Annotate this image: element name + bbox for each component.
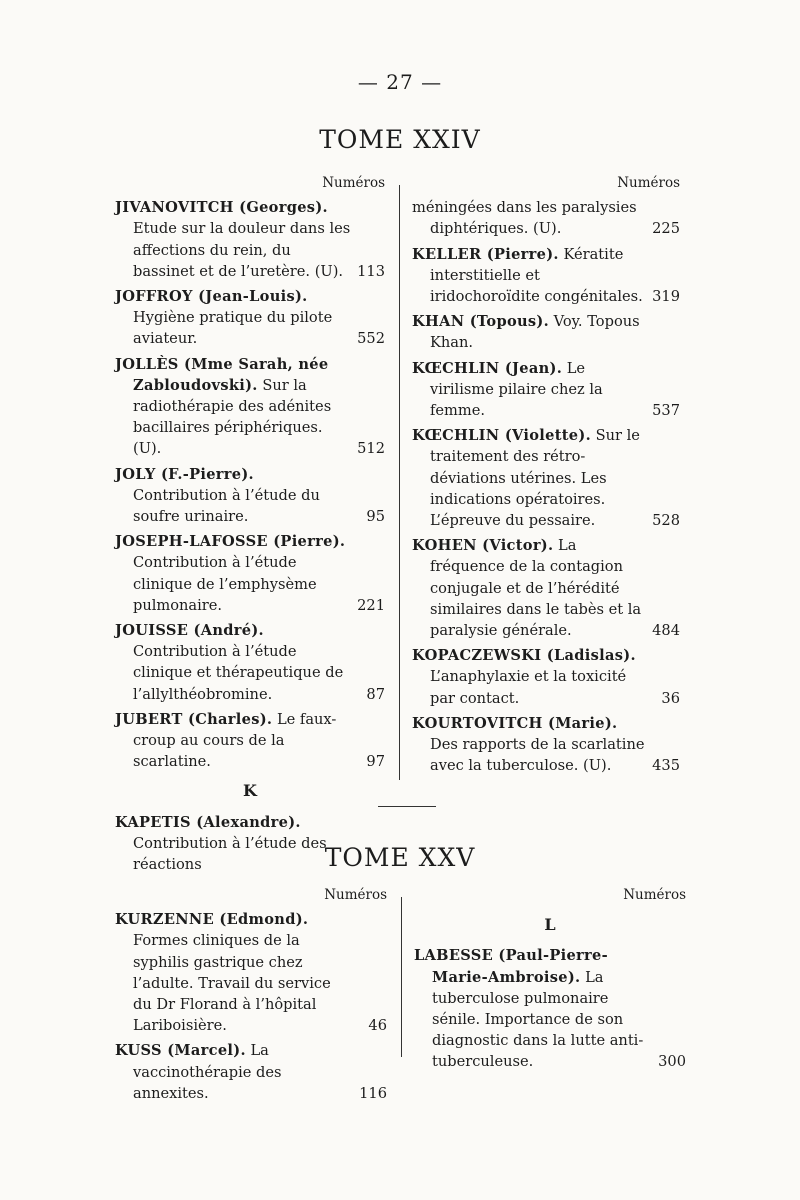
index-entry	[412, 197, 680, 239]
entry-title: Sur la radiothérapie des adénites bacillaires périphériques. (U).	[133, 376, 332, 458]
index-entry	[115, 909, 387, 1036]
entry-number: 95	[366, 508, 385, 526]
numeros-header: Numéros	[324, 887, 387, 903]
page-number: — 27 —	[357, 70, 443, 94]
entry-author: KOHEN (Victor).	[412, 537, 554, 555]
entry-number: 46	[368, 1017, 387, 1035]
entry-number: 97	[366, 753, 385, 771]
entry-number: 225	[652, 220, 680, 238]
entry-author: JOSEPH-LAFOSSE (Pierre).	[115, 533, 346, 551]
entry-title: La tuberculose pulmonaire sénile. Importance de son diagnostic dans la lutte anti-tuberculeuse.	[432, 968, 644, 1071]
tome-xxiv-title: TOME XXIV	[319, 125, 481, 154]
entry-number: 300	[658, 1053, 686, 1071]
entry-author: KOURTOVITCH (Marie).	[412, 714, 618, 732]
index-entry	[412, 713, 680, 777]
index-entry	[115, 1040, 387, 1104]
entry-author: JOLLÈS (Mme Sarah, née Zabloudovski).	[115, 355, 329, 394]
entry-number: 435	[652, 757, 680, 775]
entry-title: La fréquence de la contagion conjugale et de l’hérédité similaires dans le tabès et la paralysie générale.	[430, 537, 642, 640]
entry-title: Contribution à l’étude clinique et thérapeutique de l’allylthéobromine.	[133, 643, 344, 703]
entry-title: Sur le traitement des rétro-déviations utérines. Les indications opératoires. L’épreuve du pessaire.	[430, 427, 640, 530]
entry-author: KŒCHLIN (Violette).	[412, 427, 591, 445]
index-entry	[412, 645, 680, 709]
entry-number: 552	[357, 330, 385, 348]
entry-title: L’anaphylaxie et la toxicité par contact.	[430, 668, 627, 707]
index-entry	[115, 464, 385, 528]
numeros-header: Numéros	[322, 175, 385, 191]
entry-title: Le virilisme pilaire chez la femme.	[430, 359, 603, 420]
entry-author: JOFFROY (Jean-Louis).	[115, 288, 308, 306]
entry-author: JOUISSE (André).	[115, 622, 264, 640]
index-entry	[412, 535, 680, 641]
section-letter-k: K	[243, 781, 257, 801]
entry-author: JIVANOVITCH (Georges).	[115, 199, 328, 217]
entry-author: KURZENNE (Edmond).	[115, 911, 309, 929]
entry-title: Contribution à l’étude clinique de l’emphysème pulmonaire.	[133, 554, 317, 614]
entry-number: 484	[652, 622, 680, 640]
entry-author: KOPACZEWSKI (Ladislas).	[412, 647, 636, 665]
tome-xxv-title: TOME XXV	[324, 843, 476, 872]
entry-number: 36	[661, 689, 680, 707]
entry-number: 512	[357, 440, 385, 458]
entry-author: KAPETIS (Alexandre).	[115, 813, 301, 831]
index-entry	[412, 311, 680, 353]
column-divider	[401, 897, 402, 1057]
section-separator	[378, 806, 436, 807]
entry-author: KŒCHLIN (Jean).	[412, 359, 563, 377]
entry-title: Le faux-croup au cours de la scarlatine.	[133, 710, 337, 771]
entry-number: 221	[357, 596, 385, 614]
index-entry	[412, 244, 680, 308]
index-entry	[115, 531, 385, 616]
index-entry	[414, 945, 686, 1072]
numeros-header: Numéros	[617, 175, 680, 191]
numeros-header: Numéros	[623, 887, 686, 903]
entry-title: Des rapports de la scarlatine avec la tuberculose. (U).	[430, 736, 645, 775]
section-letter-l: L	[544, 915, 556, 935]
tome-xxiv-right-column	[412, 173, 680, 780]
entry-title: Etude sur la douleur dans les affections du rein, du bassinet et de l’uretère. (U).	[133, 220, 351, 280]
entry-title: Kératite interstitielle et iridochoroïdite congénitales.	[430, 245, 643, 306]
tome-xxiv-left-column	[115, 173, 385, 879]
index-entry	[115, 620, 385, 705]
index-entry	[412, 425, 680, 531]
entry-number: 537	[652, 402, 680, 420]
entry-author: KHAN (Topous).	[412, 313, 549, 331]
entry-number: 528	[652, 512, 680, 530]
index-entry	[115, 286, 385, 350]
tome-xxv-left-column	[115, 885, 387, 1108]
entry-author: JOLY (F.-Pierre).	[115, 465, 254, 483]
index-entry	[412, 358, 680, 422]
entry-author: KUSS (Marcel).	[115, 1042, 246, 1060]
entry-number: 319	[652, 288, 680, 306]
entry-number: 87	[366, 685, 385, 703]
index-entry	[115, 197, 385, 282]
entry-title: Formes cliniques de la syphilis gastrique chez l’adulte. Travail du service du Dr Florand à l’hôpital Lariboisière.	[133, 932, 331, 1035]
entry-author: LABESSE (Paul-Pierre-Marie-Ambroise).	[414, 947, 608, 986]
entry-author: JUBERT (Charles).	[115, 710, 273, 728]
entry-number: 116	[359, 1084, 387, 1102]
entry-title: La vaccinothérapie des annexites.	[133, 1042, 282, 1102]
entry-title: méningées dans les paralysies diphtériques. (U).	[412, 199, 637, 238]
entry-title: Hygiène pratique du pilote aviateur.	[133, 309, 333, 348]
entry-author: KELLER (Pierre).	[412, 245, 559, 263]
entry-title: Contribution à l’étude du soufre urinaire.	[133, 486, 320, 526]
entry-number: 113	[357, 262, 385, 280]
index-entry	[115, 709, 385, 773]
column-divider	[399, 185, 400, 780]
entry-title: Voy. Topous Khan.	[430, 313, 640, 352]
index-entry	[115, 354, 385, 460]
tome-xxv-right-column	[414, 885, 686, 1077]
entry-title: Contribution à l’étude des réactions	[133, 834, 327, 874]
